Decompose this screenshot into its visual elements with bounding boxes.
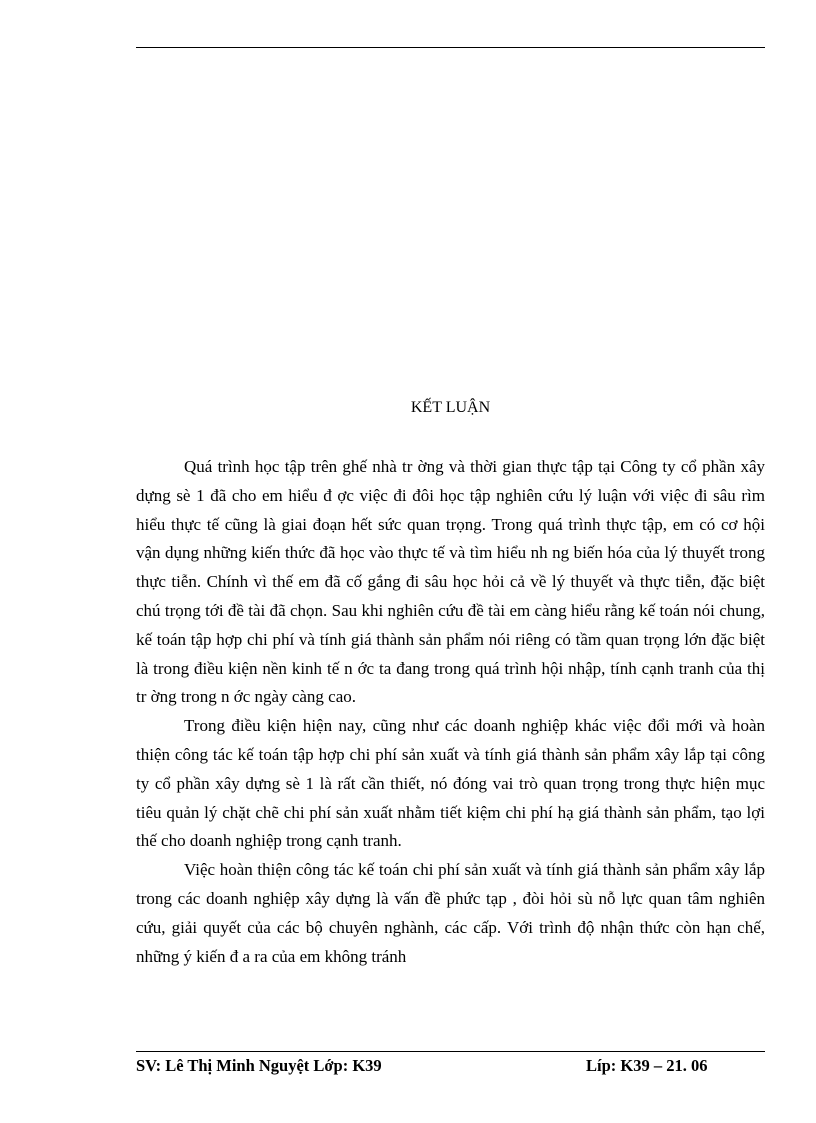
paragraph: Trong điều kiện hiện nay, cũng như các doanh nghiệp khác việc đổi mới và hoàn thiện công tác kế toán tập hợp chi phí sản xuất và tính giá thành sản phẩm xây lắp tại công ty cổ phần xây dựng sè 1 là rất cần thiết, nó đóng vai trò quan trọng trong thực hiện mục tiêu quản lý chặt chẽ chi phí sản xuất nhằm tiết kiệm chi phí hạ giá thành sản phẩm, tạo lợi thế cho doanh nghiệp trong cạnh tranh. — [136, 716, 765, 851]
page-footer — [136, 1055, 765, 1077]
footer-class-info: Líp: K39 – 21. 06 — [586, 1056, 708, 1075]
footer-rule — [136, 1051, 765, 1052]
header-rule — [136, 47, 765, 48]
page-title: KẾT LUẬN — [410, 399, 491, 416]
footer-student-info: SV: Lê Thị Minh Nguyệt Lớp: K39 — [136, 1056, 382, 1075]
document-body — [136, 453, 765, 971]
paragraph: Quá trình học tập trên ghế nhà tr ờng và thời gian thực tập tại Công ty cổ phần xây dựng sè 1 đã cho em hiểu đ ợc việc đi đôi học tập nghiên cứu lý luận với việc đi sâu rìm hiểu thực tế cũng là giai đoạn hết sức quan trọng. Trong quá trình thực tập, em có cơ hội vận dụng những kiến thức đã học vào thực tế và tìm hiểu nh ng biến hóa của lý thuyết trong thực tiễn. Chính vì thế em đã cố gắng đi sâu học hỏi cả về lý thuyết và thực tiễn, đặc biệt chú trọng tới đề tài đã chọn. Sau khi nghiên cứu đề tài em càng hiểu rằng kế toán nói chung, kế toán tập hợp chi phí và tính giá thành sản phẩm nói riêng có tầm quan trọng lớn đặc biệt là trong điều kiện nền kinh tế n ớc ta đang trong quá trình hội nhập, tính cạnh tranh của thị tr ờng trong n ớc ngày càng cao. — [136, 457, 765, 707]
paragraph: Việc hoàn thiện công tác kế toán chi phí sản xuất và tính giá thành sản phẩm xây lắp trong các doanh nghiệp xây dựng là vấn đề phức tạp , đòi hỏi sù nỗ lực quan tâm nghiên cứu, giải quyết của các bộ chuyên nghành, các cấp. Với trình độ nhận thức còn hạn chế, những ý kiến đ a ra của em không tránh — [136, 860, 765, 966]
